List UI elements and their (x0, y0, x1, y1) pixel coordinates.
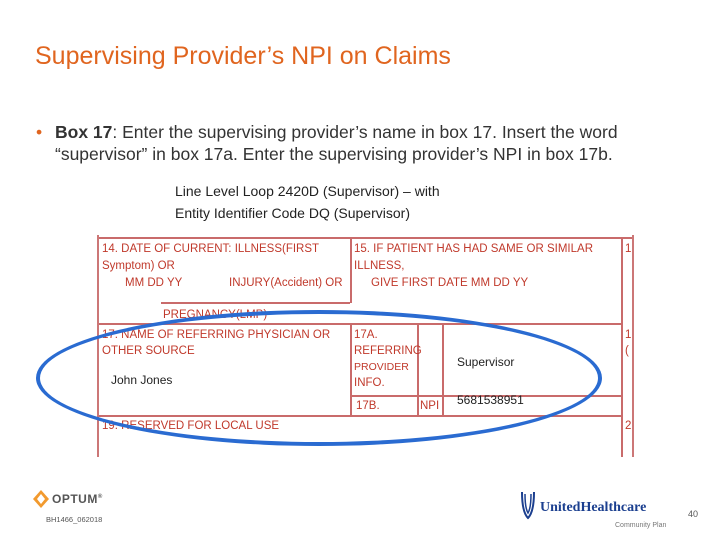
box17a-label-1: 17A. (354, 329, 378, 341)
box19-label: 19. RESERVED FOR LOCAL USE (102, 420, 280, 432)
callout-line-2: Entity Identifier Code DQ (Supervisor) (175, 205, 410, 221)
right-edge-glyph-4: 2 (625, 420, 632, 432)
uhc-shield-icon (520, 490, 536, 520)
right-edge-glyph-2: 1 (625, 329, 632, 341)
box17b-npi-label: NPI (420, 400, 440, 412)
box15-label-3: GIVE FIRST DATE MM DD YY (371, 277, 529, 289)
box15-label-1: 15. IF PATIENT HAS HAD SAME OR SIMILAR (354, 243, 593, 255)
box14-label-1: 14. DATE OF CURRENT: ILLNESS(FIRST (102, 243, 320, 255)
optum-mark-icon (32, 489, 50, 509)
page-number: 40 (688, 509, 699, 519)
callout-line-1: Line Level Loop 2420D (Supervisor) – with (175, 183, 440, 199)
uhc-logo (520, 490, 667, 529)
box17a-label-3: PROVIDER (354, 361, 409, 373)
right-edge-glyph-1: 1 (625, 243, 632, 255)
bullet-paragraph (36, 121, 676, 165)
slide-title: Supervising Provider’s NPI on Claims (35, 42, 451, 70)
bullet-marker: • (36, 122, 43, 142)
box14-date-format: MM DD YY (125, 277, 183, 289)
box14-injury-label: INJURY(Accident) OR (229, 277, 343, 289)
box17a-label-4: INFO. (354, 377, 385, 389)
bullet-bold-label: Box 17 (55, 122, 113, 142)
bullet-text: : Enter the supervising provider’s name in box 17. Insert the word “supervisor” in box 17a. Enter the supervising provider’s NPI in box 17b. (55, 122, 618, 164)
divider-right (621, 237, 623, 457)
highlight-oval (36, 310, 602, 446)
loop-callout (175, 180, 440, 224)
form-top-rule (99, 237, 632, 239)
box17b-value: 5681538951 (457, 393, 524, 407)
box17a-value: Supervisor (457, 355, 515, 369)
optum-logo (32, 489, 103, 514)
box17b-label: 17B. (356, 400, 380, 412)
box17a-label-2: REFERRING (354, 345, 422, 357)
optum-wordmark (52, 492, 103, 506)
box14-label-2: Symptom) OR (102, 260, 175, 272)
uhc-subtitle: Community Plan (615, 522, 667, 529)
divider-14-15 (350, 237, 352, 303)
uhc-wordmark: UnitedHealthcare (540, 500, 647, 515)
box14-pregnancy-label: PREGNANCY(LMP) (163, 309, 268, 321)
optum-trademark: ® (97, 494, 103, 500)
box17-label-2: OTHER SOURCE (102, 345, 195, 357)
rule-pregnancy (161, 302, 350, 304)
document-code: BH1466_062018 (46, 515, 103, 524)
box17-value: John Jones (111, 373, 173, 387)
optum-text: OPTUM (52, 492, 98, 506)
box17-label-1: 17. NAME OF REFERRING PHYSICIAN OR (102, 329, 331, 341)
right-edge-glyph-3: ( (625, 345, 629, 357)
box15-label-2: ILLNESS, (354, 260, 405, 272)
